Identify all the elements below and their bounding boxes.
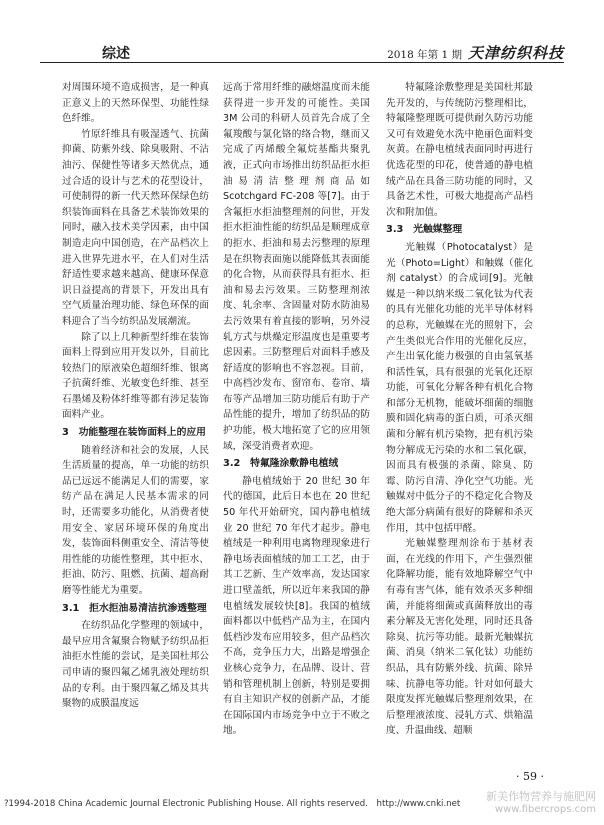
subsection-heading: 3.1 拒水拒油易清洁抗渗透整理 bbox=[62, 602, 207, 614]
watermark-line: 新美作物营养与施肥网 bbox=[486, 790, 596, 803]
paragraph: 随着经济和社会的发展，人民生活质量的提高，单一功能的纺织品已远远不能满足人们的需要，家纺产品在满足人民基本需求的同时，还需要多功能化，从消费者使用安全、家居环境环保的角度出发，装饰面料侧重安全、清洁等使用性能的功能性整理，其中拒水、拒油、防污、阻燃、抗菌、超高耐磨等性能尤为重要。 bbox=[62, 444, 209, 596]
issue-label: 2018 年第 1 期 bbox=[387, 49, 462, 61]
paragraph: 光触媒（Photocatalyst）是光（Photo=Light）和触媒（催化剂 catalyst）的合成词[9]。光触媒是一种以纳米级二氧化钛为代表的具有光催化功能的光半导体材料的总称，光触媒在光的照射下，会产生类似光合作用的光催化反应，产生出氧化能力极强的自由氢氧基和活性氧，具有很强的光氧化还原功能，可氧化分解各种有机化合物和部分无机物，能破坏细菌的细胞膜和固化病毒的蛋白质，可杀灭细菌和分解有机污染物，把有机污染物分解成无污染的水和二氧化碳，因而具有极强的杀菌、除臭、防霉、防污自清、净化空气功能。光触媒对中低分子的不稳定化合物及绝大部分病菌有很好的降解和杀灭作用，其中包括甲醛。 bbox=[386, 241, 533, 534]
paragraph: 除了以上几种新型纤维在装饰面料上得到应用开发以外，目前比较热门的原液染色超细纤维、银离子抗菌纤维、光敏变色纤维、甚至石墨烯及粉体纤维等都有涉足装饰面料产业。 bbox=[62, 331, 209, 421]
text-column-1 bbox=[62, 80, 209, 748]
text-column-2 bbox=[223, 80, 370, 748]
subsection-heading: 3.2 特氟隆涂敷静电植绒 bbox=[223, 458, 339, 470]
subsection-heading: 3.3 光触媒整理 bbox=[386, 224, 463, 236]
section-title: 综述 bbox=[102, 46, 130, 62]
page-number: · 59 · bbox=[516, 770, 544, 783]
copyright-footer: ?1994-2018 China Academic Journal Electronic Publishing House. All rights reserved. http://www.cnki.net bbox=[4, 799, 461, 809]
text-column-3 bbox=[386, 80, 533, 748]
header-rule bbox=[40, 62, 564, 63]
paragraph: 静电植绒始于 20 世纪 30 年代的德国，此后日本也在 20 世纪 50 年代开始研究，国内静电植绒业 20 世纪 70 年代才起步。静电植绒是一种利用电离物理现象进行静电场表面植绒的加工工艺，由于其工艺新、生产效率高，发达国家进口壁盖纸，所以近年来我国的静电植绒发展较快[8]。我国的植绒面料都以中低档产品为主，在国内低档沙发布应用较多，但产品档次不高，竞争压力大，出路是增强企业核心竞争力，在品牌、设计、营销和管理机制上创新，特别是要拥有自主知识产权的创新产品，才能在国际国内市场竞争中立于不败之地。 bbox=[223, 475, 370, 737]
paragraph: 竹原纤维具有吸湿透气、抗菌抑菌、防紫外线、除臭吸附、不沾油污、保健性等诸多天然优点，通过合适的设计与艺术的花型设计，可使制得的新一代天然环保绿色纺织装饰面料在具备艺术装饰效果的同时，融入技术美学因素，由中国制造走向中国创造，在产品档次上进入世界先进水平，在人们对生活舒适性要求越来越高、健康环保意识日益提高的背景下，开发出具有空气质量治理功能、绿色环保的面料迎合了当今纺织品发展潮流。 bbox=[62, 128, 209, 327]
paragraph: 光触媒整理剂涂布于基材表面，在光线的作用下，产生强烈催化降解功能，能有效地降解空气中有毒有害气体，能有效杀灭多种细菌，并能将细菌或真菌释放出的毒素分解及无害化处理，同时还具备除臭、抗污等功能。最新光触媒抗菌、消臭（纳米二氧化钛）功能纺织品，具有防紫外线、抗菌、除异味、抗静电等功能。针对如何最大限度发挥光触媒后整理剂效果，在后整理液浓度、浸轧方式、烘箱温度、升温曲线、超顺 bbox=[386, 538, 533, 737]
watermark bbox=[486, 788, 596, 815]
paragraph: 对周围环境不造成损害，是一种真正意义上的天然环保型、功能性绿色纤维。 bbox=[62, 82, 209, 125]
watermark-line: www.fibercrops.com bbox=[494, 804, 596, 815]
journal-name: 天津纺织科技 bbox=[467, 44, 564, 62]
paragraph: 特氟隆涂敷整理是美国杜邦最先开发的，与传统防污整理相比，特氟隆整理既可提供耐久防污功能又可有效避免水洗中艳丽色面料变灰黄。在静电植绒表面同时再进行优选花型的印花，使普通的静电植绒产品在具备三防功能的同时，又具备艺术性，可极大地提高产品档次和附加值。 bbox=[386, 82, 533, 218]
paragraph: 在纺织品化学整理的领域中，最早应用含氟聚合物赋予纺织品拒油拒水性能的尝试，是美国杜邦公司申请的聚四氟乙烯乳液处理纺织品的专利。由于聚四氟乙烯及其共聚物的成膜温度远 bbox=[62, 620, 209, 710]
paragraph: 远高于常用纤维的融熔温度而未能获得进一步开发的可能性。美国 3M 公司的科研人员首先合成了全氟羧酸与氯化铬的络合物，继而又完成了丙烯酸全氟烷基酯共聚乳液，正式向市场推出纺织品拒水拒油易清洁整理剂商品如 Scotchgard FC-208 等[7]。由于含氟拒水拒油整理剂的问世，开发拒水拒油性能的纺织品是顺理成章的拒水、拒油和易去污整理的原理是在织物表面施以能降低其表面能的化合物，从而获得具有拒水、拒油和易去污效果。三防整理剂浓度、轧余率、含固量对防水防油易去污效果有着直接的影响，另外浸轧方式与烘燥定形温度也是重要考虑因素。三防整理后对面料手感及舒适度的影响也不容忽视。目前，中高档沙发布、窗帘布、卷帘、墙布等产品增加三防功能后有助于产品性能的提升，增加了纺织品的防护功能，极大地拓宽了它的应用领域，深受消费者欢迎。 bbox=[223, 82, 370, 452]
section-heading: 3 功能整理在装饰面料上的应用 bbox=[62, 427, 206, 439]
running-header bbox=[40, 38, 564, 64]
header-right bbox=[387, 42, 564, 63]
